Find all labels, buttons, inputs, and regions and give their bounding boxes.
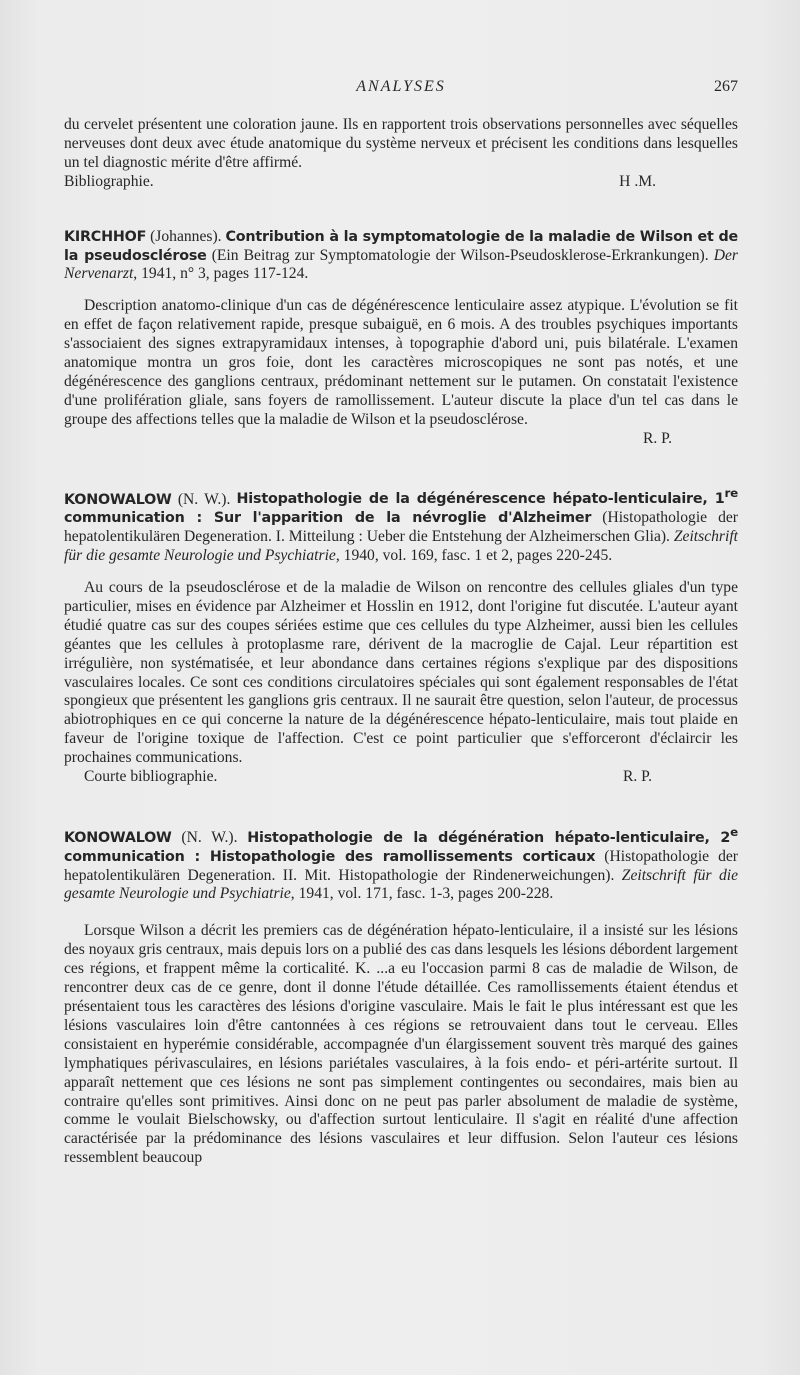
page-content xyxy=(64,116,738,1168)
article-heading xyxy=(64,823,738,904)
reviewer-initials: H .M. xyxy=(619,172,656,190)
continuation-paragraph: du cervelet présentent une coloration jaune. Ils en rapportent trois observations personnelles avec séquelles nerveuses dont deux avec étude anatomique du système nerveux et précisent les conditions dans lesquelles un tel diagnostic mérite d'être affirmé. xyxy=(64,116,738,171)
ordinal-suffix: e xyxy=(730,824,738,839)
running-title: ANALYSES xyxy=(356,78,446,95)
original-title: (Ein Beitrag zur Symptomatologie der Wilson-Pseudosklerose-Erkrankungen). xyxy=(206,246,714,264)
review-body: Description anatomo-clinique d'un cas de dégénérescence lenticulaire assez atypique. L'évolution se fit en effet de façon relativement rapide, presque subaiguë, en 6 mois. A des troubles psychiques importants s'associaient des signes extrapyramidaux intenses, à topographie d'abord uni, puis bilatérale. L'examen anatomique montra un gros foie, dont les caractères microscopiques ne sont pas notés, et une dégénérescence des ganglions centraux, prédominant nettement sur le putamen. On constatait l'existence d'une prolifération gliale, sans foyers de ramollissement. L'auteur discute la place d'un tel cas dans le groupe des affections telles que la maladie de Wilson et la pseudosclérose. xyxy=(64,297,738,428)
page-number: 267 xyxy=(714,78,738,95)
bibliography-note: Courte bibliographie. xyxy=(84,768,218,786)
author-given-name: (N. W.). xyxy=(171,490,237,508)
reviewer-initials: R. P. xyxy=(642,429,672,447)
reviewer-initials: R. P. xyxy=(622,768,652,786)
page-header xyxy=(64,78,738,100)
article-heading xyxy=(64,485,738,566)
citation-details: , 1941, vol. 171, fasc. 1-3, pages 200-228. xyxy=(290,885,554,903)
author-given-name: (Johannes). xyxy=(146,227,226,245)
ordinal-suffix: re xyxy=(724,486,738,501)
article-heading xyxy=(64,228,738,285)
author-name: KONOWALOW xyxy=(64,829,172,846)
author-name: KONOWALOW xyxy=(64,491,172,508)
bibliography-note: Bibliographie. xyxy=(64,172,154,190)
original-title: (Histopathologie der hepatolentikulären Degeneration. II. Mit. Histopathologie der Rindenerweichungen). xyxy=(64,847,738,884)
review-footer xyxy=(64,768,738,787)
review-continuation xyxy=(64,116,738,192)
author-given-name: (N. W.). xyxy=(171,828,248,846)
original-title: (Histopathologie der hepatolentikulären Degeneration. I. Mitteilung : Ueber die Entstehung der Alzheimerschen Glia). xyxy=(64,509,738,546)
review-body: Lorsque Wilson a décrit les premiers cas de dégénération hépato-lenticulaire, il a insisté sur les lésions des noyaux gris centraux, mais depuis lors on a publié des cas dans lesquels les lésions débordent largement ces régions, et frappent même la corticalité. K. ...a eu l'occasion parmi 8 cas de maladie de Wilson, de rencontrer deux cas de ce genre, dont il donne l'étude détaillée. Ces ramollissements étaient étendus et présentaient tous les caractères des lésions d'origine vasculaire. Mais le fait le plus intéressant est que les lésions vasculaires loin d'être cantonnées à ces régions se retrouvaient dans tout le cerveau. Elles consistaient en hyperémie considérable, accompagnée d'un élargissement souvent très marqué des gaines lymphatiques périvasculaires, en lésions pariétales vasculaires, à la fois endo- et péri-artérite surtout. Il apparaît nettement que ces lésions ne sont pas simplement contingentes ou secondaires, mais bien au contraire qu'elles sont primitives. Ainsi donc on ne peut pas parler absolument de maladie de système, comme le voulait Bielschowsky, ou d'affection surtout lenticulaire. Il s'agit en réalité d'une affection caractérisée par la prédominance des lésions vasculaires et leur diffusion. Selon l'auteur ces lésions ressemblent beaucoup xyxy=(64,922,738,1167)
journal-name: Der Nervenarzt xyxy=(64,246,738,283)
author-name: KIRCHHOF xyxy=(64,228,147,245)
journal-name: Zeitschrift für die gesamte Neurologie und Psychiatrie xyxy=(64,528,738,565)
article-title-part-2: communication : Histopathologie des ramollissements corticaux xyxy=(64,848,596,865)
article-title-part-1: Histopathologie de la dégénérescence hépato-lenticulaire, 1 xyxy=(236,491,725,508)
continuation-footer xyxy=(64,173,738,192)
review-kirchhof xyxy=(64,228,738,449)
citation-details: , 1940, vol. 169, fasc. 1 et 2, pages 220-245. xyxy=(335,547,613,565)
article-title: Contribution à la symptomatologie de la maladie de Wilson et de la pseudosclérose xyxy=(64,228,738,264)
review-konowalow-2 xyxy=(64,823,738,1168)
citation-details: , 1941, n° 3, pages 117-124. xyxy=(133,265,309,283)
article-title-part-1: Histopathologie de la dégénération hépato-lenticulaire, 2 xyxy=(247,829,731,846)
review-body: Au cours de la pseudosclérose et de la maladie de Wilson on rencontre des cellules gliales d'un type particulier, mises en évidence par Alzheimer et Hosslin en 1912, dont l'origine fut discutée. L'auteur ayant étudié quatre cas sur des coupes sériées estime que ces cellules du type Alzheimer, aussi bien les cellules géantes que les cellules à protoplasme rare, dérivent de la macroglie de Cajal. Leur répartition est irrégulière, non systématisée, et leur abondance dans certaines régions s'explique par des dispositions vasculaires locales. Ce sont ces conditions circulatoires spéciales qui sont également responsables de l'état spongieux que présentent les ganglions gris centraux. Il ne saurait être question, selon l'auteur, de processus abiotrophiques en ce qui concerne la nature de la dégénérescence hépato-lenticulaire, mais tout plaide en faveur de l'origine toxique de l'affection. C'est ce point particulier que s'efforceront d'éclaircir les prochaines communications. xyxy=(64,578,738,767)
journal-name: Zeitschrift für die gesamte Neurologie und Psychiatrie xyxy=(64,866,738,903)
review-konowalow-1 xyxy=(64,485,738,787)
article-title-part-2: communication : Sur l'apparition de la névroglie d'Alzheimer xyxy=(64,510,592,527)
